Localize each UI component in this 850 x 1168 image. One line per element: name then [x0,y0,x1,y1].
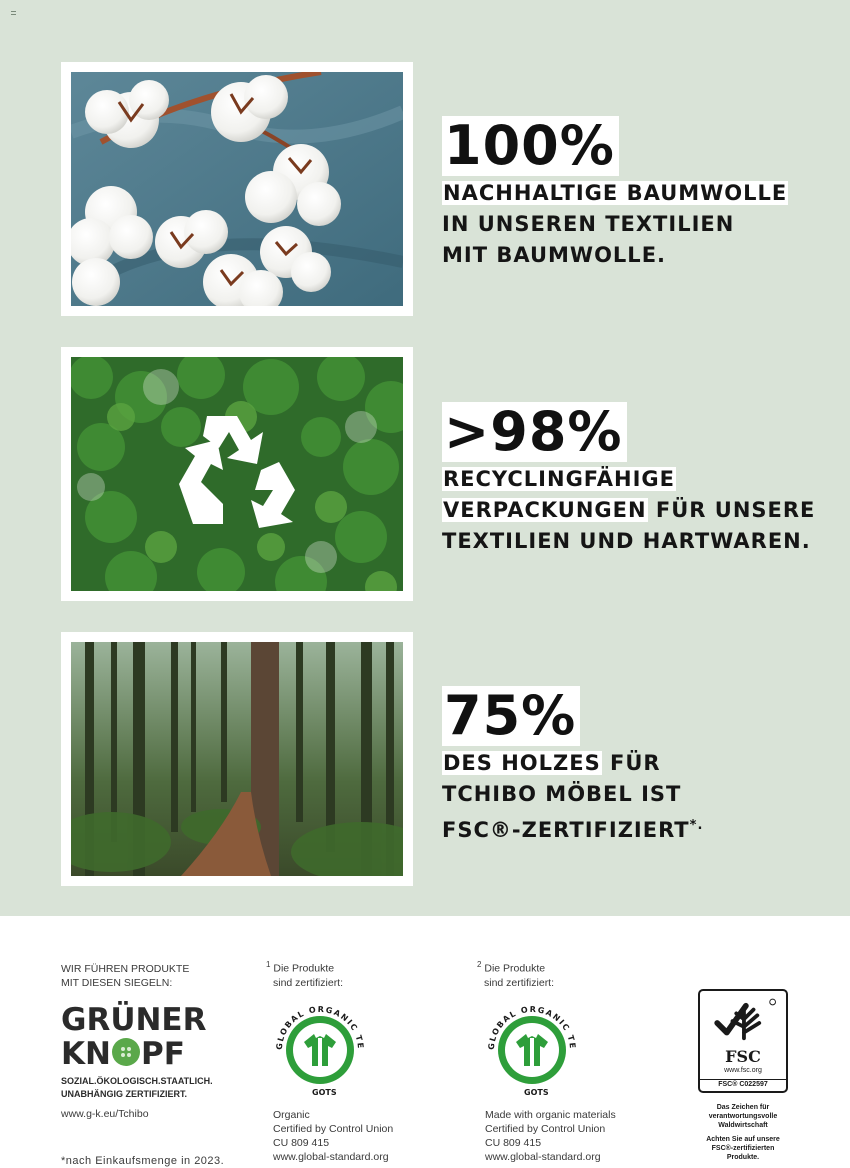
gots1-url[interactable]: www.global-standard.org [273,1151,389,1163]
gots1-intro [266,958,343,990]
stat-cotton-value: 100% [442,116,619,176]
gk-url[interactable]: www.g-k.eu/Tchibo [61,1108,149,1120]
stat-wood-line: FÜR [610,751,661,775]
recycling-photo-frame [61,347,413,601]
forest-path-photo [71,642,403,876]
forest-recycling-photo [71,357,403,591]
stat-packaging-value: >98% [442,402,627,462]
gk-logo-word-1: GRÜNER [61,1002,207,1038]
fsc-label: FSC [725,1047,761,1066]
cotton-photo [71,72,403,306]
fsc-caption-line: verantwortungsvolle [708,1113,778,1120]
cotton-photo-frame [61,62,413,316]
stat-packaging-line: FÜR UNSERE [655,498,816,522]
gk-intro [61,962,189,990]
stat-cotton-line: IN UNSEREN TEXTILIEN [442,212,735,236]
gots1-intro-line: sind zertifiziert: [273,976,344,989]
tree-check-icon [700,993,786,1053]
forest-path-photo-frame [61,632,413,886]
gk-logo-part: PF [140,1036,185,1072]
gots2-intro [477,958,554,990]
corner-mark [11,11,16,15]
button-icon [112,1038,140,1066]
stat-packaging-line: RECYCLINGFÄHIGE [443,467,675,491]
stat-wood-line: TCHIBO MÖBEL IST [442,782,682,806]
gk-tagline-line: UNABHÄNGIG ZERTIFIZIERT. [61,1089,187,1099]
gots1-detail-line: Certified by Control Union [273,1123,394,1135]
gots1-ring-bottom: GOTS [312,1088,337,1097]
stat-wood-line: DES HOLZES [443,751,601,775]
fsc-caption-2 [690,1135,796,1162]
fsc-caption-line: Das Zeichen für [716,1104,770,1111]
stat-cotton-line: NACHHALTIGE BAUMWOLLE [443,181,788,205]
fsc-caption-line: FSC®-zertifizierten [711,1145,775,1152]
stat-cotton-line: MIT BAUMWOLLE. [442,243,667,267]
gots2-detail-line: Certified by Control Union [485,1123,606,1135]
gots2-url[interactable]: www.global-standard.org [485,1151,601,1163]
gots1-intro-line: Die Produkte [273,962,335,975]
fsc-caption-line: Achten Sie auf unsere [706,1136,780,1143]
stat-wood-value: 75% [442,686,580,746]
stat-packaging [442,402,815,557]
gots2-detail-line: Made with organic materials [485,1109,616,1121]
gk-logo-word-2 [61,1036,185,1072]
gk-tagline-line: SOZIAL.ÖKOLOGISCH.STAATLICH. [61,1076,213,1086]
gots2-note-number: 2 [477,960,482,969]
gots1-detail-line: CU 809 415 [273,1137,330,1149]
fsc-url[interactable]: www.fsc.org [724,1067,762,1074]
gots1-note-number: 1 [266,960,271,969]
fsc-caption-line: Waldwirtschaft [718,1122,768,1129]
stat-packaging-line: VERPACKUNGEN [443,498,647,522]
gots2-ring-bottom: GOTS [524,1088,549,1097]
gots1-ring-text: GLOBAL ORGANIC TE [274,1004,366,1051]
footnote-mark: *. [689,818,704,833]
fsc-caption-1 [690,1103,796,1130]
gots2-intro-line: Die Produkte [484,962,546,975]
fsc-logo [698,989,788,1093]
footnote: *nach Einkaufsmenge in 2023. [61,1155,225,1167]
gk-logo-part: KN [61,1036,111,1072]
gots2-ring-text: GLOBAL ORGANIC TE [486,1004,578,1051]
gk-intro-line: MIT DIESEN SIEGELN: [61,977,173,989]
gots2-details [485,1108,616,1164]
gots2-intro-line: sind zertifiziert: [484,976,555,989]
fsc-code: FSC® C022597 [700,1079,786,1088]
gots1-detail-line: Organic [273,1109,310,1121]
stat-cotton [442,116,788,271]
gots1-logo [268,998,372,1102]
gots1-details [273,1108,393,1164]
stat-packaging-line: TEXTILIEN UND HARTWAREN. [442,529,811,553]
gk-tagline [61,1075,213,1101]
stat-wood [442,686,703,846]
stat-wood-line: FSC®-ZERTIFIZIERT [442,818,690,842]
gk-intro-line: WIR FÜHREN PRODUKTE [61,963,190,975]
fsc-caption-line: Produkte. [726,1154,760,1161]
gots2-logo [480,998,584,1102]
gots2-detail-line: CU 809 415 [485,1137,542,1149]
